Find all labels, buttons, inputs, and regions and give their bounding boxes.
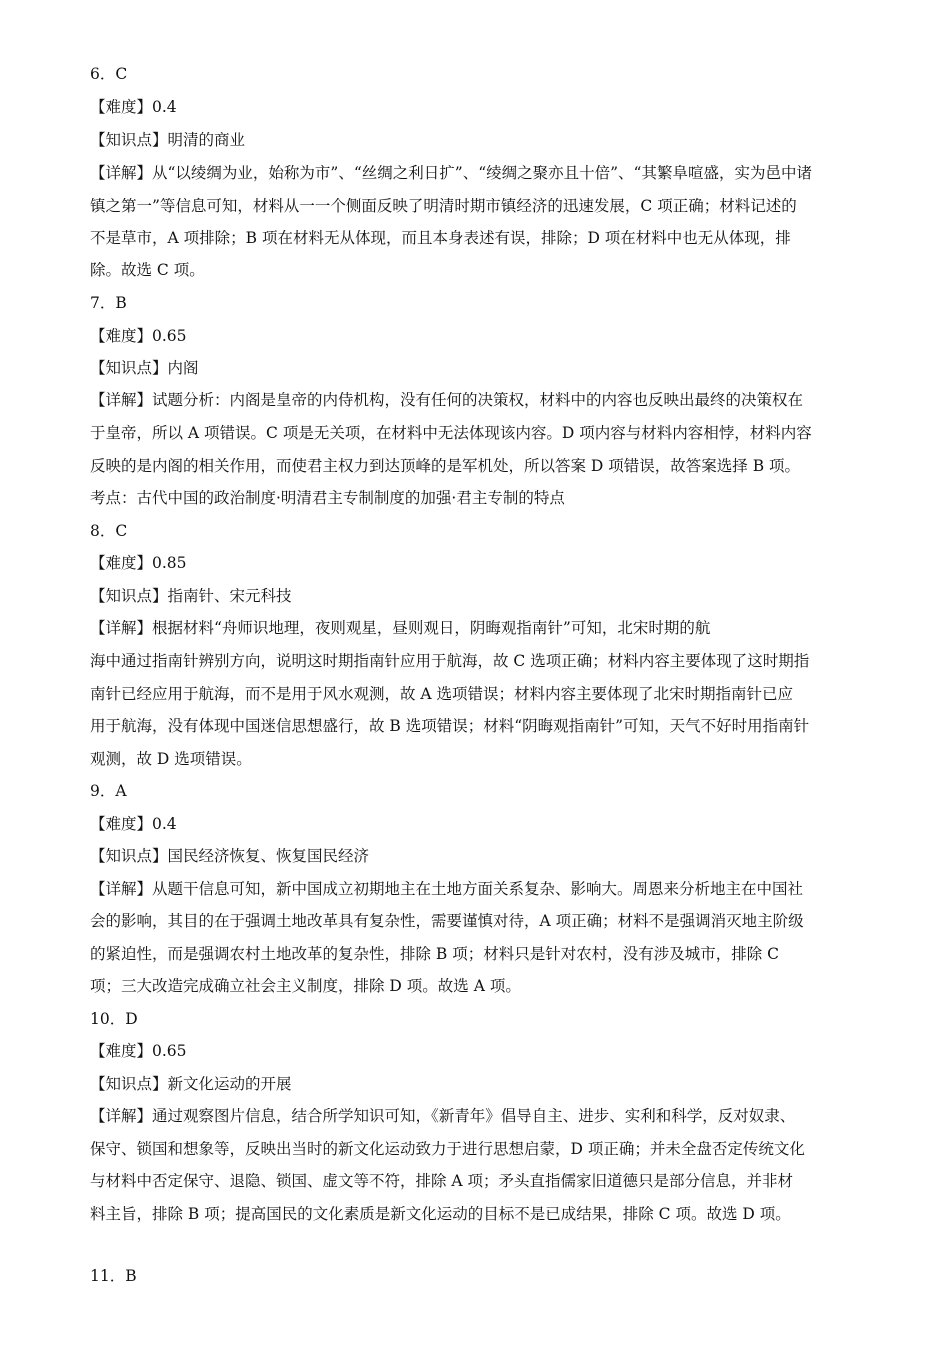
text-line: 除。故选 C 项。	[90, 261, 205, 279]
text-line: 于皇帝，所以 A 项错误。C 项是无关项，在材料中无法体现该内容。D 项内容与材料内容相悖，材料内容	[90, 424, 812, 442]
text-line: 用于航海，没有体现中国迷信思想盛行，故 B 选项错误；材料“阴晦观指南针”可知，天气不好时用指南针	[90, 717, 810, 735]
text-line: 项；三大改造完成确立社会主义制度，排除 D 项。故选 A 项。	[90, 977, 521, 995]
text-line: 保守、锁国和想象等，反映出当时的新文化运动致力于进行思想启蒙，D 项正确；并未全盘否定传统文化	[90, 1140, 805, 1158]
text-line: 6．C	[90, 65, 128, 83]
text-line: 【详解】从“以绫绸为业，始称为市”、“丝绸之利日扩”、“绫绸之聚亦且十倍”、“其繁阜喧盛，实为邑中诸	[90, 164, 812, 182]
text-line: 考点：古代中国的政治制度·明清君主专制制度的加强·君主专制的特点	[90, 489, 565, 507]
text-line: 【知识点】内阁	[90, 359, 199, 377]
text-line: 会的影响，其目的在于强调土地改革具有复杂性，需要谨慎对待，A 项正确；材料不是强调消灭地主阶级	[90, 912, 804, 930]
text-line: 【详解】从题干信息可知，新中国成立初期地主在土地方面关系复杂、影响大。周恩来分析地主在中国社	[90, 880, 804, 898]
text-line: 【详解】根据材料“舟师识地理，夜则观星，昼则观日，阴晦观指南针”可知，北宋时期的航	[90, 619, 711, 637]
text-line: 南针已经应用于航海，而不是用于风水观测，故 A 选项错误；材料内容主要体现了北宋时期指南针已应	[90, 685, 794, 703]
text-line: 不是草市，A 项排除；B 项在材料无从体现，而且本身表述有误，排除；D 项在材料中也无从体现，排	[90, 229, 791, 247]
text-line: 【难度】0.65	[90, 327, 187, 345]
text-line: 海中通过指南针辨别方向，说明这时期指南针应用于航海，故 C 选项正确；材料内容主要体现了这时期指	[90, 652, 810, 670]
text-line: 【难度】0.4	[90, 98, 177, 116]
text-line: 的紧迫性，而是强调农村土地改革的复杂性，排除 B 项；材料只是针对农村，没有涉及城市，排除 C	[90, 945, 780, 963]
text-line: 与材料中否定保守、退隐、锁国、虚文等不符，排除 A 项；矛头直指儒家旧道德只是部分信息，并非材	[90, 1172, 794, 1190]
text-line: 10．D	[90, 1010, 138, 1028]
text-line: 【知识点】国民经济恢复、恢复国民经济	[90, 847, 370, 865]
text-line: 镇之第一”等信息可知，材料从一一个侧面反映了明清时期市镇经济的迅速发展，C 项正确；材料记述的	[90, 197, 797, 215]
text-line: 【难度】0.85	[90, 554, 187, 572]
text-line: 9．A	[90, 782, 127, 800]
text-line: 【知识点】明清的商业	[90, 131, 246, 149]
text-line: 【详解】试题分析：内阁是皇帝的内侍机构，没有任何的决策权，材料中的内容也反映出最终的决策权在	[90, 391, 804, 409]
text-line: 【知识点】指南针、宋元科技	[90, 587, 292, 605]
text-line: 料主旨，排除 B 项；提高国民的文化素质是新文化运动的目标不是已成结果，排除 C 项。故选 D 项。	[90, 1205, 791, 1223]
text-line: 【知识点】新文化运动的开展	[90, 1075, 292, 1093]
text-line: 反映的是内阁的相关作用，而使君主权力到达顶峰的是军机处，所以答案 D 项错误，故答案选择 B 项。	[90, 457, 801, 475]
text-line: 观测，故 D 选项错误。	[90, 750, 252, 768]
text-line: 【详解】通过观察图片信息，结合所学知识可知，《新青年》倡导自主、进步、实利和科学，反对奴隶、	[90, 1107, 796, 1125]
text-line: 11．B	[90, 1267, 137, 1285]
text-line: 【难度】0.4	[90, 815, 177, 833]
text-line: 7．B	[90, 294, 127, 312]
text-line: 8．C	[90, 522, 128, 540]
text-line: 【难度】0.65	[90, 1042, 187, 1060]
